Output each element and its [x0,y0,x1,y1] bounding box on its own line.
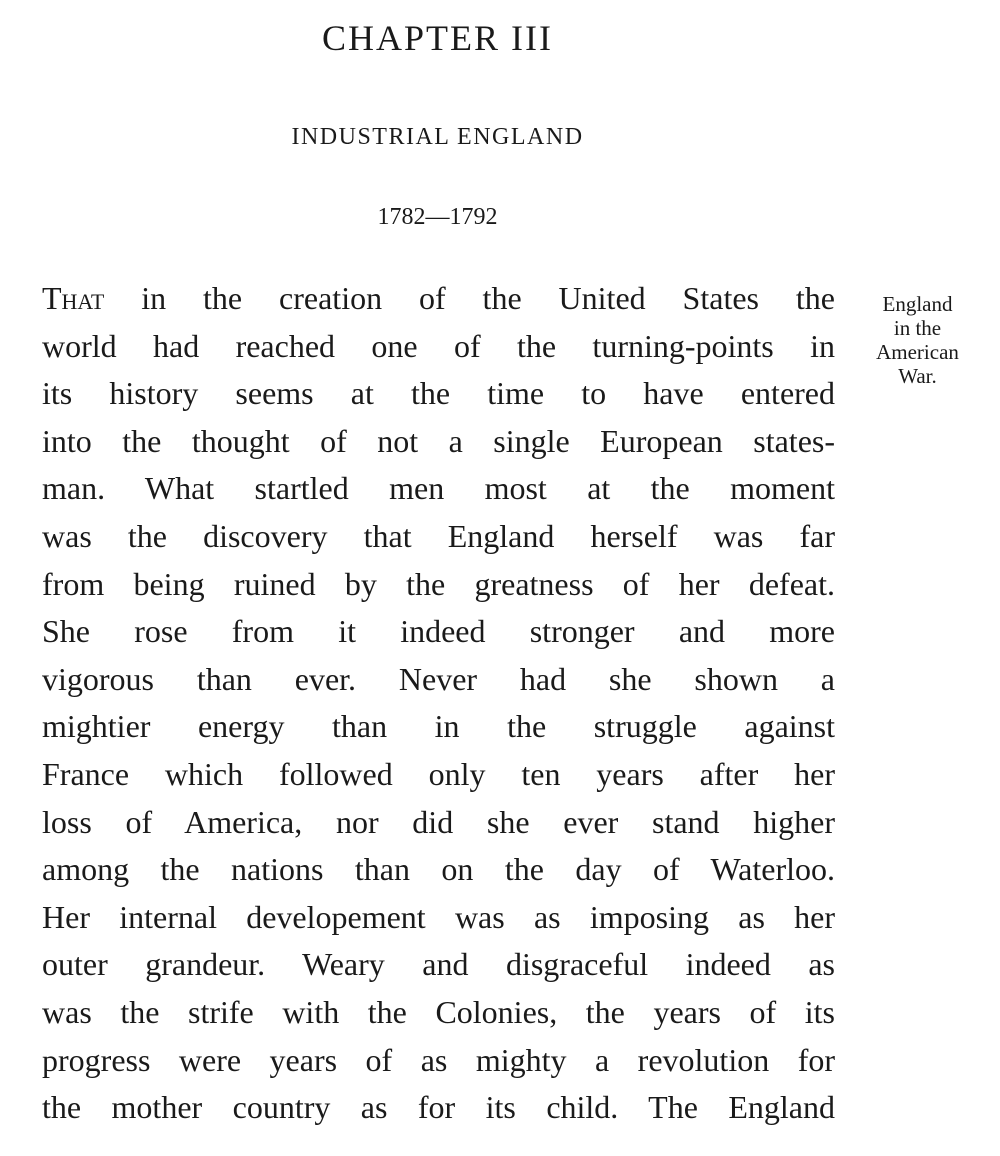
margin-note-line: in the [893,316,942,340]
chapter-dates: 1782—1792 [377,204,498,230]
margin-note-line: England [882,292,953,316]
text-line: into the thought of not a single European states- [42,422,835,459]
margin-note-line: American [876,340,959,364]
text-line: outer grandeur. Weary and disgraceful indeed as [42,946,835,983]
body-paragraph [42,275,835,1132]
chapter-heading: CHAPTER III [322,18,553,58]
text-line: Her internal developement was as imposing as her [42,898,835,935]
text-line: mightier energy than in the struggle against [42,708,835,745]
text-line: She rose from it indeed stronger and more [42,613,835,650]
text-line: loss of America, nor did she ever stand higher [42,803,835,840]
text-line: vigorous than ever. Never had she shown a [42,660,835,697]
text-line: from being ruined by the greatness of her defeat. [42,565,835,602]
text-line: its history seems at the time to have entered [42,375,835,412]
margin-note-line: War. [898,364,937,388]
text-line: man. What startled men most at the moment [42,470,835,507]
text-line: was the discovery that England herself was far [42,517,835,554]
text-line: the mother country as for its child. The England [42,1089,835,1126]
text-line: among the nations than on the day of Waterloo. [42,851,835,888]
opening-word: That [42,280,105,316]
text-line: progress were years of as mighty a revolution for [42,1041,835,1078]
text-line-content: in the creation of the United States the [104,280,835,316]
text-line [42,275,835,323]
text-line: was the strife with the Colonies, the years of its [42,993,835,1030]
text-line: France which followed only ten years after her [42,755,835,792]
margin-note [855,292,980,388]
chapter-subtitle: INDUSTRIAL ENGLAND [291,124,584,150]
text-line: world had reached one of the turning-points in [42,327,835,364]
